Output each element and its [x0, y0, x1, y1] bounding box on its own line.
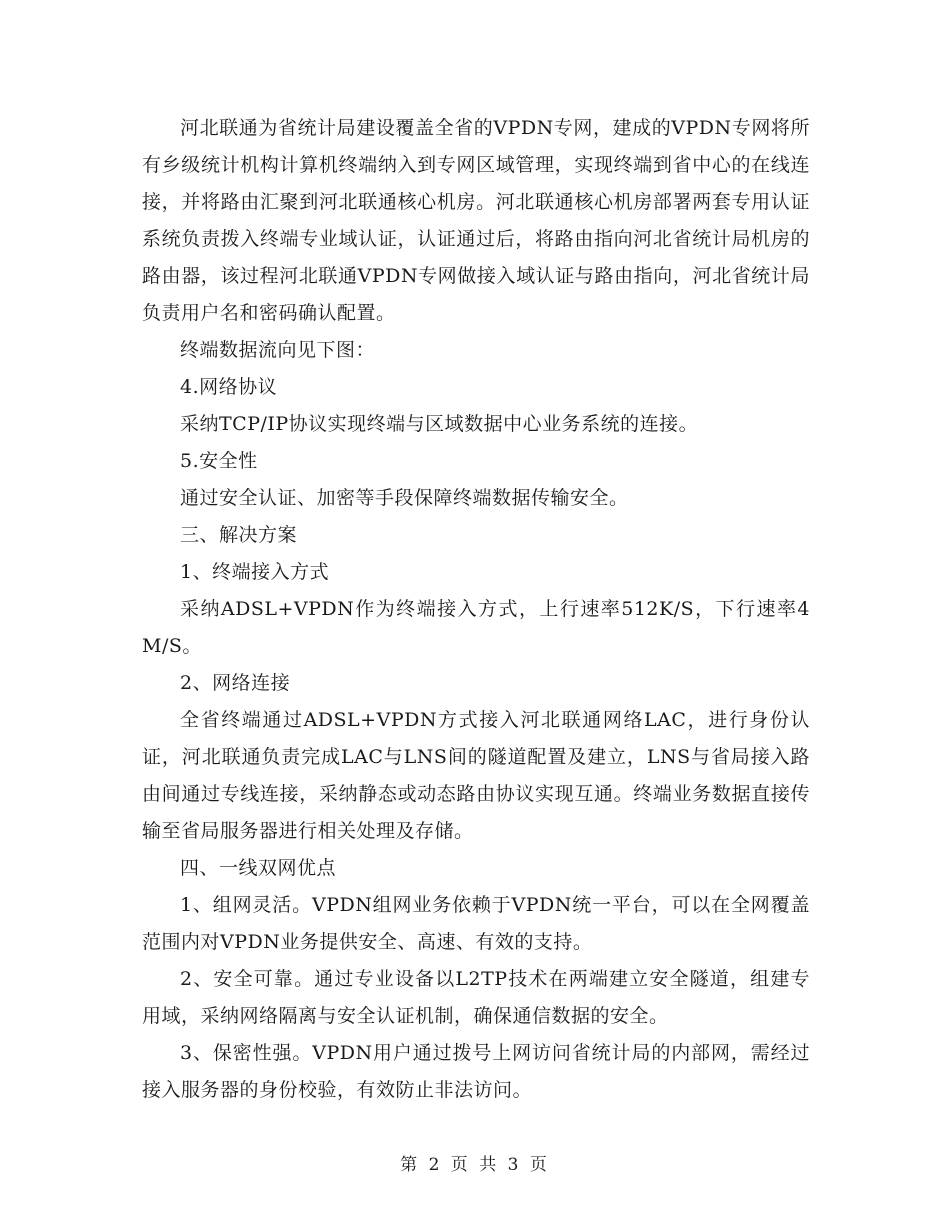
page-footer: 第 2 页 共 3 页 — [400, 1155, 550, 1175]
paragraph-advantage-confidential: 3、保密性强。VPDN用户通过拨号上网访问省统计局的内部网，需经过接入服务器的身份校验，有效防止非法访问。 — [142, 1042, 810, 1101]
paragraph-data-flow: 终端数据流向见下图： — [180, 339, 376, 361]
heading-terminal-access: 1、终端接入方式 — [180, 561, 330, 583]
paragraph-terminal-access: 采纳ADSL+VPDN作为终端接入方式，上行速率512K/S，下行速率4M/S。 — [142, 598, 810, 657]
paragraph-vpdn-overview: 河北联通为省统计局建设覆盖全省的VPDN专网，建成的VPDN专网将所有乡级统计机构计算机终端纳入到专网区域管理，实现终端到省中心的在线连接，并将路由汇聚到河北联通核心机房。河北联通核心机房部署两套专用认证系统负责拨入终端专业域认证，认证通过后，将路由指向河北省统计局机房的路由器，该过程河北联通VPDN专网做接入域认证与路由指向，河北省统计局负责用户名和密码确认配置。 — [142, 117, 810, 324]
heading-network-connection: 2、网络连接 — [180, 672, 291, 694]
paragraph-advantage-secure: 2、安全可靠。通过专业设备以L2TP技术在两端建立安全隧道，组建专用域，采纳网络隔离与安全认证机制，确保通信数据的安全。 — [142, 968, 810, 1027]
paragraph-advantage-flexible: 1、组网灵活。VPDN组网业务依赖于VPDN统一平台，可以在全网覆盖范围内对VPDN业务提供安全、高速、有效的支持。 — [142, 894, 810, 953]
paragraph-network-connection: 全省终端通过ADSL+VPDN方式接入河北联通网络LAC，进行身份认证，河北联通负责完成LAC与LNS间的隧道配置及建立，LNS与省局接入路由间通过专线连接，采纳静态或动态路由协议实现互通。终端业务数据直接传输至省局服务器进行相关处理及存储。 — [142, 709, 810, 842]
paragraph-network-protocol: 采纳TCP/IP协议实现终端与区域数据中心业务系统的连接。 — [180, 413, 699, 435]
heading-solution: 三、解决方案 — [180, 524, 298, 546]
heading-advantages: 四、一线双网优点 — [180, 857, 337, 879]
heading-security: 5.安全性 — [180, 450, 258, 472]
paragraph-security: 通过安全认证、加密等手段保障终端数据传输安全。 — [180, 487, 629, 509]
heading-network-protocol: 4.网络协议 — [180, 376, 278, 398]
document-body — [142, 110, 810, 1109]
